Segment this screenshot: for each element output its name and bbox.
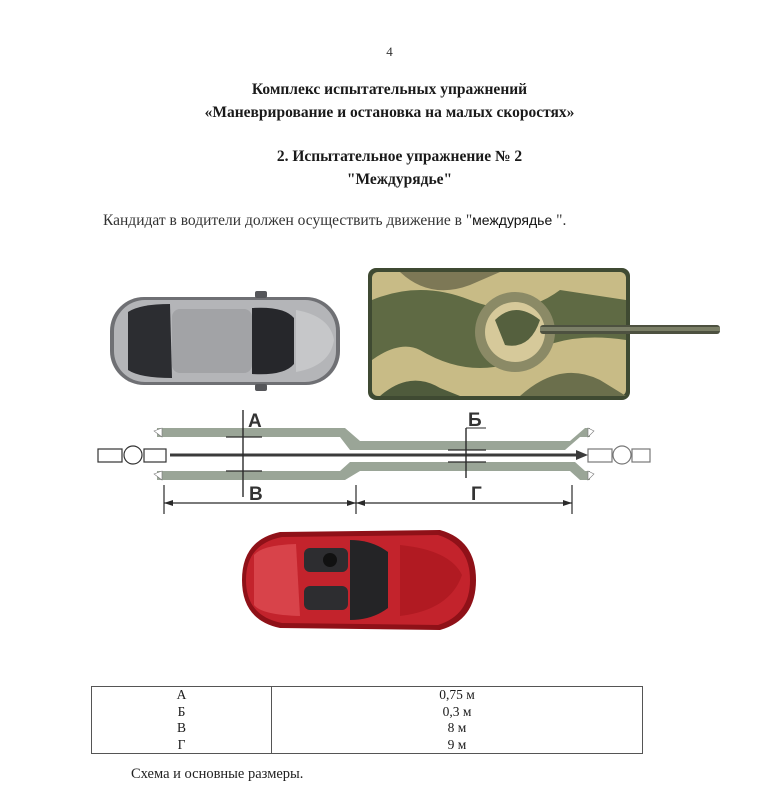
sedan-image [110,291,340,391]
dimension-key: В [92,720,272,737]
dimension-value: 9 м [447,736,467,752]
tank-image [368,268,720,400]
exercise-title: 2. Испытательное упражнение № 2 [276,148,523,165]
dimension-value: 8 м [447,720,467,736]
dimension-value: 0,3 м [442,703,472,719]
label-v: В [249,484,263,505]
table-row [92,704,643,721]
start-marker [98,446,166,464]
table-row [92,737,643,754]
maneuver-diagram [0,250,779,640]
dimension-key: Г [92,737,272,754]
table-row [92,687,643,704]
lane-scheme [98,410,650,514]
complex-subtitle: «Маневрирование и остановка на малых скоростях» [204,104,575,121]
lower-lane-line [157,462,590,480]
figure-caption: Схема и основные размеры. [131,766,304,782]
upper-lane-line [157,428,590,450]
intro-paragraph [103,212,566,230]
label-a: А [248,411,262,432]
finish-marker [588,446,650,464]
intro-text-before: Кандидат в водители должен осуществить движение в " [103,212,473,229]
dimension-value: 0,75 м [439,687,475,703]
dimension-key: Б [92,704,272,721]
intro-text-after: ". [552,212,567,229]
dimensions-table [91,686,643,754]
label-b: Б [468,410,482,431]
page-number: 4 [386,44,393,59]
intro-term: междурядье [472,212,553,228]
complex-title: Комплекс испытательных упражнений [251,81,528,98]
dimension-key: А [92,687,272,704]
convertible-image [242,530,476,630]
exercise-name: "Междурядье" [346,171,453,188]
table-row [92,720,643,737]
label-g: Г [471,484,482,505]
